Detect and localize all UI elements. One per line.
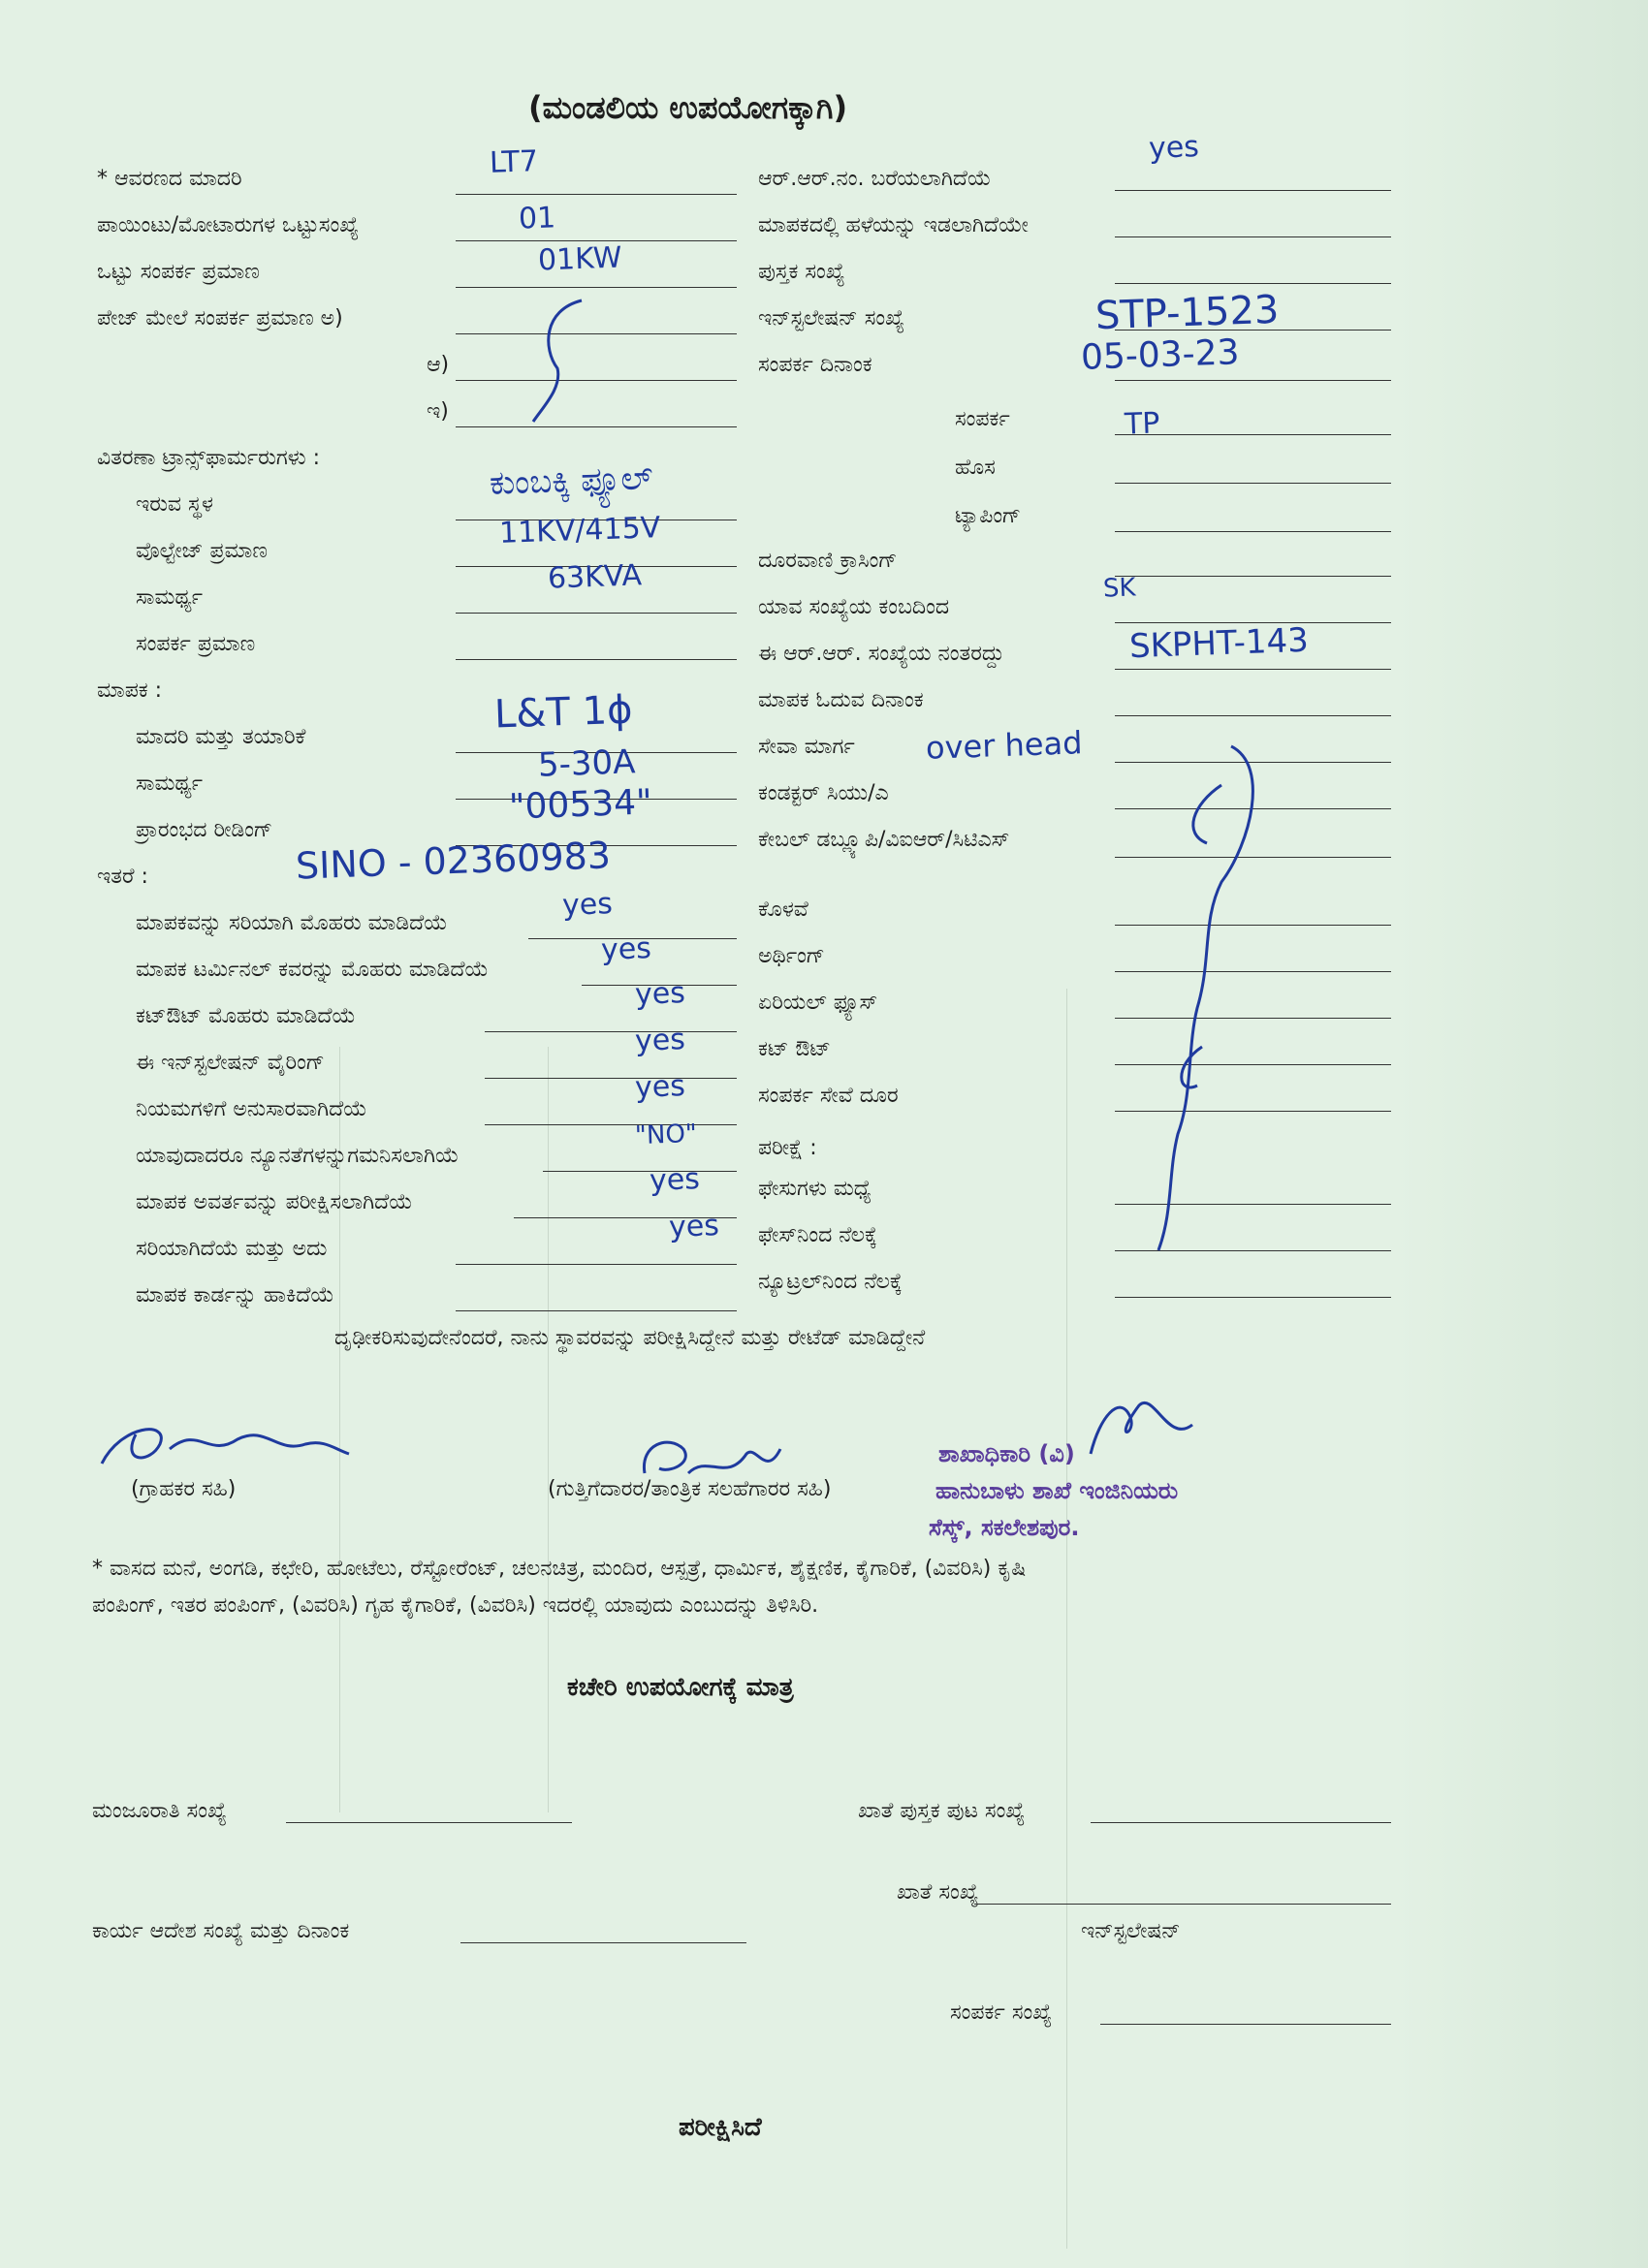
label-reading-date: ಮಾಪಕ ಓದುವ ದಿನಾಂಕ bbox=[758, 688, 924, 712]
label-voltage: ವೊಲ್ಟೇಜ್ ಪ್ರಮಾಣ bbox=[136, 539, 268, 563]
label-wiring: ಈ ಇನ್‌ಸ್ಟಲೇಷನ್ ವೈರಿಂಗ್ bbox=[136, 1051, 325, 1075]
label-pole-from: ಯಾವ ಸಂಖ್ಯೆಯ ಕಂಬದಿಂದ bbox=[758, 595, 950, 619]
note-line-1: * ವಾಸದ ಮನೆ, ಅಂಗಡಿ, ಕಛೇರಿ, ಹೋಟೆಲು, ರೆಸ್ಟೋರೆಂಟ್, ಚಲನಚಿತ್ರ, ಮಂದಿರ, ಆಸ್ಪತ್ರೆ, ಧಾರ್ಮಿಕ, ಶೈಕ್ಷಣಿಕ, ಕೈಗಾರಿಕೆ, (ವಿವರಿಸಿ) ಕೃಷಿ bbox=[92, 1557, 1027, 1581]
hw-answer-yes: yes bbox=[634, 1023, 686, 1058]
field-line bbox=[1115, 483, 1391, 484]
label-location: ಇರುವ ಸ್ಥಳ bbox=[136, 492, 213, 517]
hw-answer-yes: yes bbox=[649, 1162, 701, 1198]
label-correct: ಸರಿಯಾಗಿದೆಯೆ ಮತ್ತು ಅದು bbox=[136, 1237, 328, 1261]
declaration-text: ದೃಢೀಕರಿಸುವುದೇನೆಂದರೆ, ನಾನು ಸ್ಥಾವರವನ್ನು ಪರೀಕ್ಷಿಸಿದ್ದೇನೆ ಮತ್ತು ರೇಟೆಡ್ ಮಾಡಿದ್ದೇನೆ bbox=[334, 1326, 926, 1350]
hw-service: over head bbox=[925, 724, 1084, 767]
label-ledger-page: ಖಾತೆ ಪುಸ್ತಕ ಪುಟ ಸಂಖ್ಯೆ bbox=[858, 1799, 1026, 1823]
label-others: ಇತರೆ : bbox=[97, 865, 148, 889]
hw-location: ಕುಂಬಕ್ಕಿ ಫ್ಯೂಲ್ bbox=[489, 458, 654, 503]
hw-rr: yes bbox=[1148, 130, 1200, 166]
label-test: ಪರೀಕ್ಷೆ : bbox=[758, 1136, 817, 1160]
customer-signature-label: (ಗ್ರಾಹಕರ ಸಹಿ) bbox=[131, 1477, 237, 1501]
label-terminal-sealed: ಮಾಪಕ ಟರ್ಮಿನಲ್ ಕವರನ್ನು ಮೊಹರು ಮಾಡಿದೆಯೆ bbox=[136, 958, 489, 982]
field-line bbox=[1115, 715, 1391, 716]
hw-meter-cap: 5-30A bbox=[537, 742, 637, 785]
label-model: * ಆವರಣದ ಮಾದರಿ bbox=[97, 167, 242, 191]
hw-meter-make: L&T 1ϕ bbox=[493, 687, 634, 738]
field-line bbox=[1091, 1822, 1391, 1823]
field-line bbox=[485, 1078, 737, 1079]
hw-reading: "00534" bbox=[508, 782, 653, 828]
label-meter-make: ಮಾದರಿ ಮತ್ತು ತಯಾರಿಕೆ bbox=[136, 725, 306, 749]
label-initial-reading: ಪ್ರಾರಂಭದ ರೀಡಿಂಗ್ bbox=[136, 818, 273, 842]
label-phase-ground: ಫೇಸ್‌ನಿಂದ ನೆಲಕ್ಕೆ bbox=[758, 1223, 877, 1247]
hw-answer-yes: yes bbox=[600, 931, 652, 967]
label-sanction-no: ಮಂಜೂರಾತಿ ಸಂಖ್ಯೆ bbox=[92, 1799, 227, 1823]
label-new: ಹೊಸ bbox=[955, 456, 996, 480]
form-title: (ಮಂಡಲಿಯ ಉಪಯೋಗಕ್ಕಾಗಿ) bbox=[528, 89, 848, 126]
stamp-line-3: ಸೆಸ್ಕ್, ಸಕಲೇಶಪುರ. bbox=[929, 1514, 1080, 1541]
hw-load: 01KW bbox=[537, 240, 623, 278]
hw-voltage: 11KV/415V bbox=[498, 511, 661, 551]
label-cable: ಕೇಬಲ್ ಡಬ್ಲ್ಯೂಪಿ/ವಿಐಆರ್/ಸಿಟಿಎಸ್ bbox=[758, 828, 1010, 852]
label-meter-capacity: ಸಾಮರ್ಥ್ಯ bbox=[136, 772, 204, 796]
label-conductor: ಕಂಡಕ್ಟರ್ ಸಿಯು/ಎ bbox=[758, 781, 889, 805]
label-neutral-ground: ನ್ಯೂಟ್ರಲ್‌ನಿಂದ ನೆಲಕ್ಕೆ bbox=[758, 1270, 903, 1294]
field-line bbox=[456, 659, 737, 660]
hw-pole: SK bbox=[1102, 573, 1137, 604]
label-tapping: ಟ್ಯಾಪಿಂಗ್ bbox=[955, 504, 1022, 528]
label-conn-no: ಸಂಪರ್ಕ ಸಂಖ್ಯೆ bbox=[950, 2000, 1053, 2025]
label-rules: ನಿಯಮಗಳಿಗೆ ಅನುಸಾರವಾಗಿದೆಯೆ bbox=[136, 1097, 367, 1121]
hw-connection: TP bbox=[1124, 406, 1161, 442]
field-line bbox=[485, 1031, 737, 1032]
hw-installation: STP-1523 bbox=[1094, 287, 1281, 339]
hw-capacity: 63KVA bbox=[547, 558, 643, 596]
officer-vertical-signature bbox=[1105, 727, 1299, 1270]
label-cutout-sealed: ಕಟ್‌ಔಟ್ ಮೊಹರು ಮಾಡಿದೆಯೆ bbox=[136, 1004, 356, 1028]
field-line bbox=[456, 287, 737, 288]
label-rr-written: ಆರ್.ಆರ್.ನಂ. ಬರೆಯಲಾಗಿದೆಯೆ bbox=[758, 167, 992, 191]
label-connection: ಸಂಪರ್ಕ bbox=[955, 407, 1010, 431]
label-book-no: ಪುಸ್ತಕ ಸಂಖ್ಯೆ bbox=[758, 260, 845, 284]
label-meter: ಮಾಪಕ : bbox=[97, 678, 163, 703]
hw-answer-yes: yes bbox=[634, 1069, 686, 1105]
label-aerial-fuse: ಏರಿಯಲ್ ಫ್ಯೂಸ್ bbox=[758, 991, 878, 1015]
field-line bbox=[456, 1310, 737, 1311]
field-line bbox=[974, 1904, 1391, 1905]
officer-signature bbox=[1071, 1386, 1207, 1464]
stamp-line-2: ಹಾನುಬಾಳು ಶಾಖೆ ಇಂಜಿನಿಯರು bbox=[935, 1477, 1179, 1504]
label-account-no: ಖಾತೆ ಸಂಖ್ಯೆ bbox=[897, 1880, 979, 1905]
field-line bbox=[1115, 190, 1391, 191]
hw-answer-yes: yes bbox=[634, 976, 686, 1012]
field-line bbox=[485, 1124, 737, 1125]
field-line bbox=[456, 613, 737, 614]
usage-type-note bbox=[92, 1551, 1410, 1624]
label-service-route: ಸೇವಾ ಮಾರ್ಗ bbox=[758, 735, 855, 759]
office-use-heading: ಕಚೇರಿ ಉಪಯೋಗಕ್ಕೆ ಮಾತ್ರ bbox=[567, 1673, 794, 1702]
note-line-2: ಪಂಪಿಂಗ್, ಇತರ ಪಂಪಿಂಗ್, (ವಿವರಿಸಿ) ಗೃಹ ಕೈಗಾರಿಕೆ, (ವಿವರಿಸಿ) ಇದರಲ್ಲಿ ಯಾವುದು ಎಂಬುದನ್ನು ತಿಳಿಸಿರಿ. bbox=[92, 1593, 819, 1618]
hw-serial: SINO - 02360983 bbox=[295, 834, 612, 888]
label-after-rr: ಈ ಆರ್.ಆರ್. ಸಂಖ್ಯೆಯ ನಂತರದ್ದು bbox=[758, 642, 1005, 666]
hw-model: LT7 bbox=[489, 144, 539, 180]
field-line bbox=[1115, 1297, 1391, 1298]
label-conn-date: ಸಂಪರ್ಕ ದಿನಾಂಕ bbox=[758, 353, 872, 377]
label-page-load-a: ಪೇಜ್ ಮೇಲೆ ಸಂಪರ್ಕ ಪ್ರಮಾಣ ಅ) bbox=[97, 306, 343, 331]
label-tele-crossing: ದೂರವಾಣಿ ಕ್ರಾಸಿಂಗ್ bbox=[758, 549, 898, 573]
field-line bbox=[286, 1822, 572, 1823]
field-line bbox=[1115, 669, 1391, 670]
label-earthing: ಅರ್ಥಿಂಗ್ bbox=[758, 944, 825, 968]
label-defects: ಯಾವುದಾದರೂ ನ್ಯೂನತೆಗಳನ್ನುಗಮನಿಸಲಾಗಿಯೆ bbox=[136, 1144, 460, 1168]
label-transformers: ವಿತರಣಾ ಟ್ರಾನ್ಸ್‌ಫಾರ್ಮರುಗಳು : bbox=[97, 446, 321, 470]
hw-answer-yes: yes bbox=[668, 1209, 720, 1244]
label-installation-no: ಇನ್‌ಸ್ಟಲೇಷನ್ ಸಂಖ್ಯೆ bbox=[758, 306, 905, 331]
field-line bbox=[456, 1264, 737, 1265]
label-page-load-c: ಇ) bbox=[427, 399, 449, 424]
label-rotation: ಮಾಪಕ ಅವರ್ತವನ್ನು ಪರೀಕ್ಷಿಸಲಾಗಿದೆಯೆ bbox=[136, 1190, 413, 1214]
label-page-load-b: ಆ) bbox=[427, 353, 450, 377]
field-line bbox=[1115, 236, 1391, 237]
hw-answer-yes: yes bbox=[561, 887, 614, 923]
label-service-distance: ಸಂಪರ್ಕ ಸೇವೆ ದೂರ bbox=[758, 1084, 899, 1108]
paper-edge-shading bbox=[1396, 0, 1648, 2268]
checked-label: ಪರೀಕ್ಷಿಸಿದೆ bbox=[679, 2113, 762, 2142]
field-line bbox=[1115, 576, 1391, 577]
contractor-signature-label: (ಗುತ್ತಿಗೆದಾರರ/ತಾಂತ್ರಿಕ ಸಲಹೆಗಾರರ ಸಹಿ) bbox=[548, 1477, 832, 1501]
hw-after-rr: SKPHT-143 bbox=[1128, 620, 1310, 667]
field-line bbox=[460, 1942, 746, 1943]
label-between-phases: ಫೇಸುಗಳು ಮಧ್ಯೆ bbox=[758, 1177, 872, 1201]
field-line bbox=[1100, 2024, 1391, 2025]
hw-points: 01 bbox=[518, 201, 556, 236]
label-old-kept: ಮಾಪಕದಲ್ಲಿ ಹಳೆಯನ್ನು ಇಡಲಾಗಿದೆಯೇ bbox=[758, 213, 1029, 237]
field-line bbox=[543, 1171, 737, 1172]
field-line bbox=[1115, 380, 1391, 381]
field-line bbox=[1115, 283, 1391, 284]
field-line bbox=[456, 426, 737, 427]
stamp-line-1: ಶಾಖಾಧಿಕಾರಿ (ವಿ) bbox=[938, 1440, 1075, 1467]
customer-signature bbox=[82, 1405, 373, 1483]
label-work-order: ಕಾರ್ಯ ಆದೇಶ ಸಂಖ್ಯೆ ಮತ್ತು ದಿನಾಂಕ bbox=[92, 1919, 350, 1943]
label-cut-out: ಕಟ್ ಔಟ್ bbox=[758, 1037, 831, 1061]
label-points-total: ಪಾಯಿಂಟು/ಮೋಟಾರುಗಳ ಒಟ್ಟುಸಂಖ್ಯೆ bbox=[97, 213, 360, 237]
label-meter-card: ಮಾಪಕ ಕಾರ್ಡನ್ನು ಹಾಕಿದೆಯೆ bbox=[136, 1283, 334, 1307]
label-pipe: ಕೊಳವೆ bbox=[758, 898, 808, 922]
label-installation-office: ಇನ್‌ಸ್ಟಲೇಷನ್ bbox=[1081, 1919, 1181, 1943]
hw-date: 05-03-23 bbox=[1080, 332, 1241, 378]
hw-bracket-stroke bbox=[523, 291, 601, 426]
field-line bbox=[1115, 531, 1391, 532]
label-capacity: ಸಾಮರ್ಥ್ಯ bbox=[136, 585, 204, 610]
field-line bbox=[456, 194, 737, 195]
label-conn-amount: ಸಂಪರ್ಕ ಪ್ರಮಾಣ bbox=[136, 632, 256, 656]
bleed-line bbox=[548, 1047, 549, 1812]
label-meter-sealed: ಮಾಪಕವನ್ನು ಸರಿಯಾಗಿ ಮೊಹರು ಮಾಡಿದೆಯೆ bbox=[136, 911, 448, 935]
hw-answer-no: "NO" bbox=[634, 1118, 698, 1151]
label-total-load: ಒಟ್ಟು ಸಂಪರ್ಕ ಪ್ರಮಾಣ bbox=[97, 260, 260, 284]
